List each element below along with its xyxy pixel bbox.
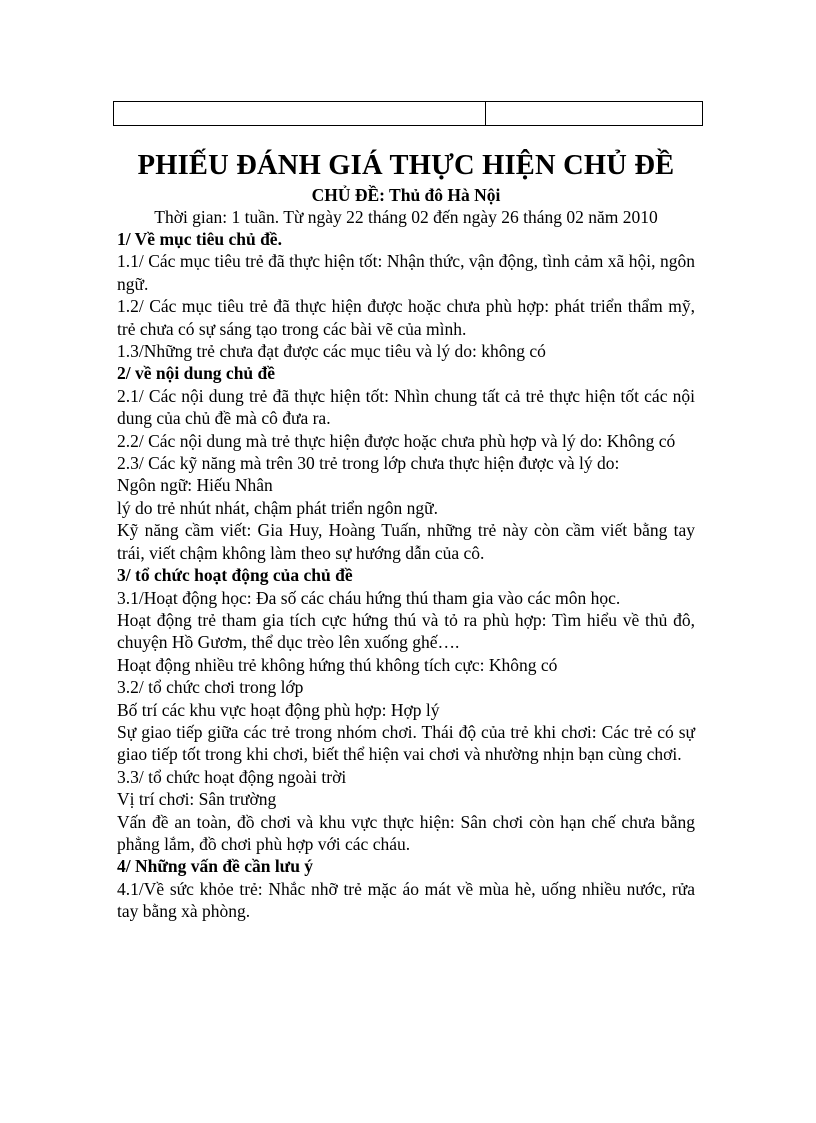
paragraph: Vị trí chơi: Sân trường (117, 789, 277, 810)
header-cell-left (114, 102, 486, 125)
paragraph: 2.3/ Các kỹ năng mà trên 30 trẻ trong lớp chưa thực hiện được và lý do: (117, 453, 620, 474)
section-heading: 2/ về nội dung chủ đề (117, 363, 276, 384)
paragraph: Hoạt động nhiều trẻ không hứng thú không tích cực: Không có (117, 654, 558, 675)
section-heading: 4/ Những vấn đề cần lưu ý (117, 856, 314, 877)
time-period: Thời gian: 1 tuần. Từ ngày 22 tháng 02 đến ngày 26 tháng 02 năm 2010 (154, 207, 658, 227)
paragraph: lý do trẻ nhút nhát, chậm phát triển ngôn ngữ. (117, 497, 439, 518)
section-heading: 3/ tổ chức hoạt động của chủ đề (117, 565, 353, 586)
paragraph: 1.3/Những trẻ chưa đạt được các mục tiêu và lý do: không có (117, 341, 546, 362)
section-heading: 1/ Về mục tiêu chủ đề. (117, 229, 282, 249)
paragraph: 1.1/ Các mục tiêu trẻ đã thực hiện tốt: Nhận thức, vận động, tình cảm xã hội, ngôn ngữ. (117, 251, 695, 294)
paragraph: Vấn đề an toàn, đồ chơi và khu vực thực hiện: Sân chơi còn hạn chế chưa bằng phẳng lắm, đồ chơi phù hợp với các cháu. (117, 811, 695, 854)
paragraph: Hoạt động trẻ tham gia tích cực hứng thú và tỏ ra phù hợp: Tìm hiểu về thủ đô, chuyện Hồ Gươm, thể dục trèo lên xuống ghế…. (117, 609, 695, 653)
header-table (113, 101, 703, 126)
paragraph: 3.1/Hoạt động học: Đa số các cháu hứng thú tham gia vào các môn học. (117, 587, 621, 608)
document-title: PHIẾU ĐÁNH GIÁ THỰC HIỆN CHỦ ĐỀ (137, 150, 675, 181)
paragraph: 3.2/ tổ chức chơi trong lớp (117, 677, 304, 698)
header-cell-right (486, 102, 702, 125)
paragraph: 3.3/ tổ chức hoạt động ngoài trời (117, 766, 347, 787)
paragraph: Bố trí các khu vực hoạt động phù hợp: Hợp lý (117, 699, 440, 720)
paragraph: 2.2/ Các nội dung mà trẻ thực hiện được hoặc chưa phù hợp và lý do: Không có (117, 430, 676, 451)
paragraph: Sự giao tiếp giữa các trẻ trong nhóm chơi. Thái độ của trẻ khi chơi: Các trẻ có sự giao tiếp tốt trong khi chơi, biết thể hiện vai chơi và nhường nhịn bạn cùng chơi. (117, 721, 695, 765)
paragraph: Kỹ năng cầm viết: Gia Huy, Hoàng Tuấn, những trẻ này còn cầm viết bằng tay trái, viết chậm không làm theo sự hướng dẫn của cô. (117, 520, 695, 563)
document-content (117, 148, 695, 923)
paragraph: 4.1/Về sức khỏe trẻ: Nhắc nhỡ trẻ mặc áo mát về mùa hè, uống nhiều nước, rửa tay bằng xà phòng. (117, 878, 695, 922)
paragraph: 1.2/ Các mục tiêu trẻ đã thực hiện được hoặc chưa phù hợp: phát triển thẩm mỹ, trẻ chưa có sự sáng tạo trong các bài vẽ của mình. (117, 296, 695, 339)
paragraph: 2.1/ Các nội dung trẻ đã thực hiện tốt: Nhìn chung tất cả trẻ thực hiện tốt các nội dung của chủ đề mà cô đưa ra. (117, 385, 695, 429)
document-subtitle: CHỦ ĐỀ: Thủ đô Hà Nội (311, 185, 501, 205)
paragraph: Ngôn ngữ: Hiếu Nhân (117, 475, 273, 496)
